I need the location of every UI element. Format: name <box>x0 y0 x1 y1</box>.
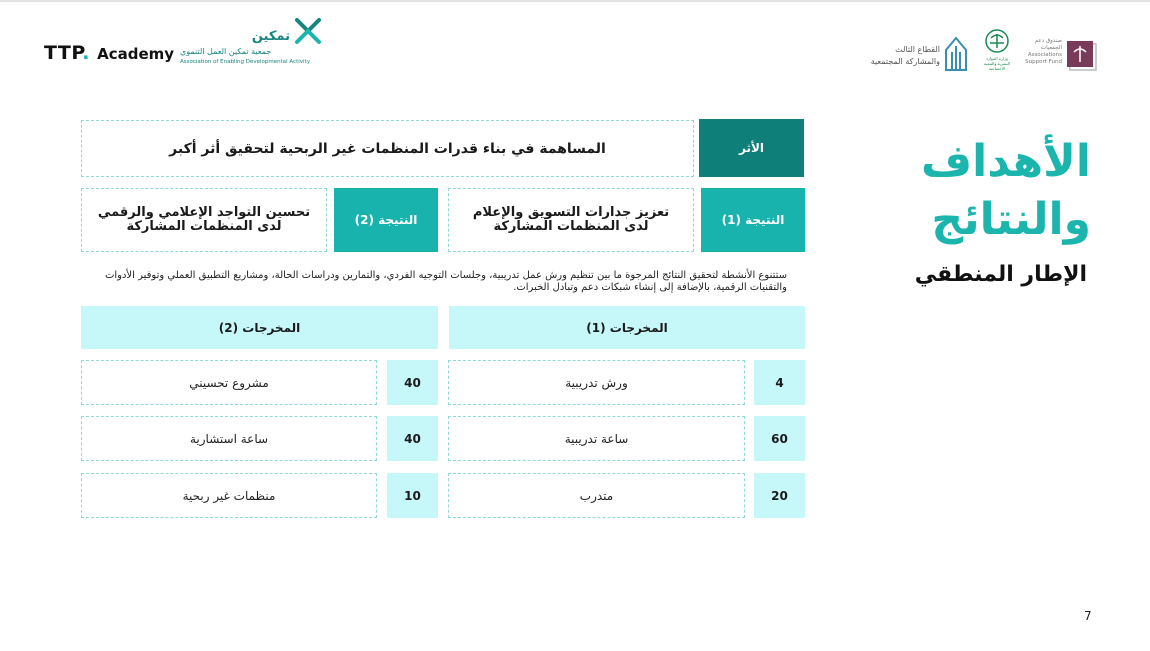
ttp-academy-logo <box>44 42 174 64</box>
ministry-logo <box>980 28 1014 72</box>
result-1-text <box>448 188 694 252</box>
top-divider <box>0 0 1150 2</box>
outputs-1-row-1-label: ورش تدريبية <box>448 360 745 405</box>
palm-emblem-icon <box>980 28 1014 56</box>
outputs-2-row-1-label: مشروع تحسيني <box>81 360 377 405</box>
tamkeen-subtitle: جمعية تمكين العمل التنموي <box>180 47 272 56</box>
outputs-1-row-2-value: 60 <box>754 416 805 461</box>
page-title <box>871 133 1091 249</box>
page-subtitle: الإطار المنطقي <box>914 262 1087 287</box>
outputs-2-row-1-value: 40 <box>387 360 438 405</box>
outputs-2-row-3-value: 10 <box>387 473 438 518</box>
outputs-1-row-3-label: متدرب <box>448 473 745 518</box>
tamkeen-mark-icon <box>294 17 322 45</box>
third-sector-line2: والمشاركة المجتمعية <box>870 57 940 66</box>
outputs-1-row-1-value: 4 <box>754 360 805 405</box>
tamkeen-english: Association of Enabling Developmental Activity <box>180 59 310 65</box>
third-sector-line1: القطاع الثالث <box>895 45 940 54</box>
result-2-label: النتيجة (2) <box>334 188 438 252</box>
third-sector-text <box>871 44 940 68</box>
result-1-label: النتيجة (1) <box>701 188 805 252</box>
result-2-text <box>81 188 327 252</box>
ttp-dot: . <box>82 42 91 64</box>
fund-emblem-icon <box>1066 40 1100 72</box>
title-line1: الأهداف <box>921 136 1091 187</box>
outputs-1-header: المخرجات (1) <box>449 306 805 349</box>
third-sector-logo <box>866 36 972 72</box>
result-1-line1: تعزيز جدارات التسويق والإعلام <box>472 205 670 220</box>
impact-label: الأثر <box>699 119 804 177</box>
fund-en1: Associations <box>1027 52 1062 58</box>
outputs-2-row-3-label: منظمات غير ربحية <box>81 473 377 518</box>
fund-en2: Support Fund <box>1025 59 1062 65</box>
ttp-brand-text: TTP <box>44 42 83 64</box>
tamkeen-name: تمكين <box>251 29 290 44</box>
ministry-text: وزارة الموارد البشرية والتنمية الاجتماعية <box>983 56 1011 71</box>
outputs-1-row-2-label: ساعة تدريبية <box>448 416 745 461</box>
outputs-2-row-2-value: 40 <box>387 416 438 461</box>
ttp-academy-text: Academy <box>97 45 175 63</box>
impact-text: المساهمة في بناء قدرات المنظمات غير الربحية لتحقيق أثر أكبر <box>81 120 694 177</box>
fund-text <box>1022 38 1062 66</box>
title-line2: والنتائج <box>931 194 1091 245</box>
page-number: 7 <box>1084 609 1092 623</box>
result-2-line1: تحسين التواجد الإعلامي والرقمي <box>97 205 311 220</box>
result-2-line2: لدى المنظمات المشاركة <box>126 219 282 234</box>
activities-description: ستتنوع الأنشطة لتحقيق النتائج المرجوة ما بين تنظيم ورش عمل تدريبية، وجلسات التوجيه الفردي، والتمارين ودراسات الحالة، ومشاريع التطبيق العملي وتوفير الأدوات والتقنيات الرقمية، بالإضافة إلى إنشاء شبكات دعم وتبادل الخبرات. <box>104 270 787 293</box>
outputs-2-header: المخرجات (2) <box>81 306 438 349</box>
outputs-2-row-2-label: ساعة استشارية <box>81 416 377 461</box>
result-1-line2: لدى المنظمات المشاركة <box>493 219 649 234</box>
tamkeen-logo <box>180 17 330 69</box>
outputs-1-row-3-value: 20 <box>754 473 805 518</box>
associations-fund-logo <box>1022 38 1104 74</box>
fund-ar: صندوق دعم الجمعيات <box>1034 38 1062 51</box>
building-icon <box>942 36 970 72</box>
